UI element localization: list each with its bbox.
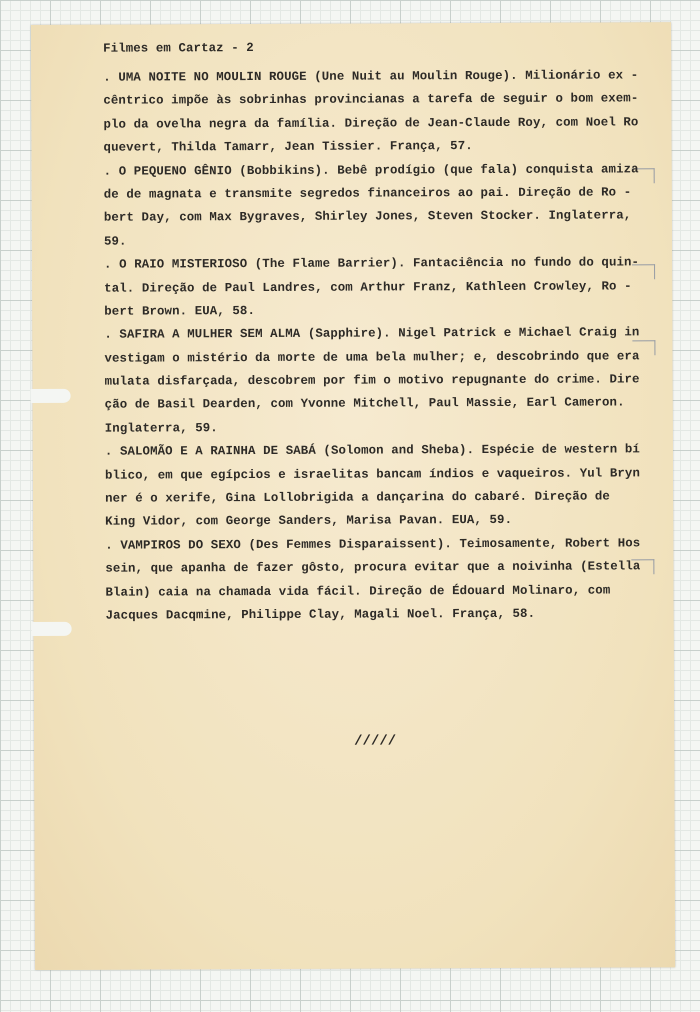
text-line: tal. Direção de Paul Landres, com Arthur Franz, Kathleen Crowley, Ro -	[104, 278, 632, 296]
text-line: Jacques Dacqmine, Philippe Clay, Magali Noel. França, 58.	[105, 606, 536, 623]
text-line: . UMA NOITE NO MOULIN ROUGE (Une Nuit au Moulin Rouge). Milionário ex -	[103, 68, 639, 85]
text-line: cêntrico impõe às sobrinhas provincianas a tarefa de seguir o bom exem-	[103, 91, 639, 109]
text-line: bert Brown. EUA, 58.	[104, 303, 255, 319]
text-line: blico, em que egípcios e israelitas bancam índios e vaqueiros. Yul Bryn	[104, 465, 641, 483]
text-line: mulata disfarçada, descobrem por fim o motivo repugnante do crime. Dire	[104, 372, 640, 389]
end-mark: /////	[354, 733, 397, 750]
film-entry-safira	[104, 322, 661, 441]
text-line: bert Day, com Max Bygraves, Shirley Jones, Steven Stocker. Inglaterra,	[103, 208, 632, 226]
text-line: . O PEQUENO GÊNIO (Bobbikins). Bebê prodígio (que fala) conquista amiza	[103, 161, 639, 179]
typewritten-page	[31, 22, 675, 970]
text-line: quevert, Thilda Tamarr, Jean Tissier. França, 57.	[103, 139, 473, 155]
text-line: . SALOMÃO E A RAINHA DE SABÁ (Solomon and Sheba). Espécie de western bí	[104, 442, 640, 459]
page-header: Filmes em Cartaz - 2	[103, 41, 254, 56]
text-line: ção de Basil Dearden, com Yvonne Mitchell, Paul Massie, Earl Cameron.	[104, 395, 625, 413]
text-line: Blain) caia na chamada vida fácil. Direção de Édouard Molinaro, com	[105, 583, 611, 600]
text-line: ner é o xerife, Gina Lollobrigida a dançarina do cabaré. Direção de	[105, 489, 610, 506]
text-line: . VAMPIROS DO SEXO (Des Femmes Disparaissent). Teimosamente, Robert Hos	[105, 536, 641, 553]
typed-text-block	[103, 36, 662, 628]
text-line: Inglaterra, 59.	[104, 421, 218, 436]
punch-hole	[31, 389, 71, 403]
text-line: vestigam o mistério da morte de uma bela mulher; e, descobrindo que era	[104, 349, 640, 366]
film-entry-raio-misterioso	[104, 251, 660, 324]
text-line: sein, que apanha de fazer gôsto, procura evitar que a noivinha (Estella	[105, 559, 641, 576]
text-line: . SAFIRA A MULHER SEM ALMA (Sapphire). Nigel Patrick e Michael Craig in	[104, 325, 640, 342]
text-line: King Vidor, com George Sanders, Marisa Pavan. EUA, 59.	[105, 513, 513, 530]
film-entry-pequeno-genio	[104, 158, 660, 254]
film-entry-vampiros	[105, 532, 661, 628]
film-entry-salomao	[105, 439, 661, 535]
film-entry-moulin-rouge	[103, 64, 659, 160]
text-line: . O RAIO MISTERIOSO (The Flame Barrier). Fantaciência no fundo do quin-	[104, 255, 640, 272]
punch-hole	[32, 622, 72, 636]
text-line: 59.	[103, 234, 127, 249]
text-line: plo da ovelha negra da família. Direção de Jean-Claude Roy, com Noel Ro	[103, 115, 639, 132]
text-line: de de magnata e transmite segredos financeiros ao pai. Direção de Ro -	[103, 185, 632, 202]
